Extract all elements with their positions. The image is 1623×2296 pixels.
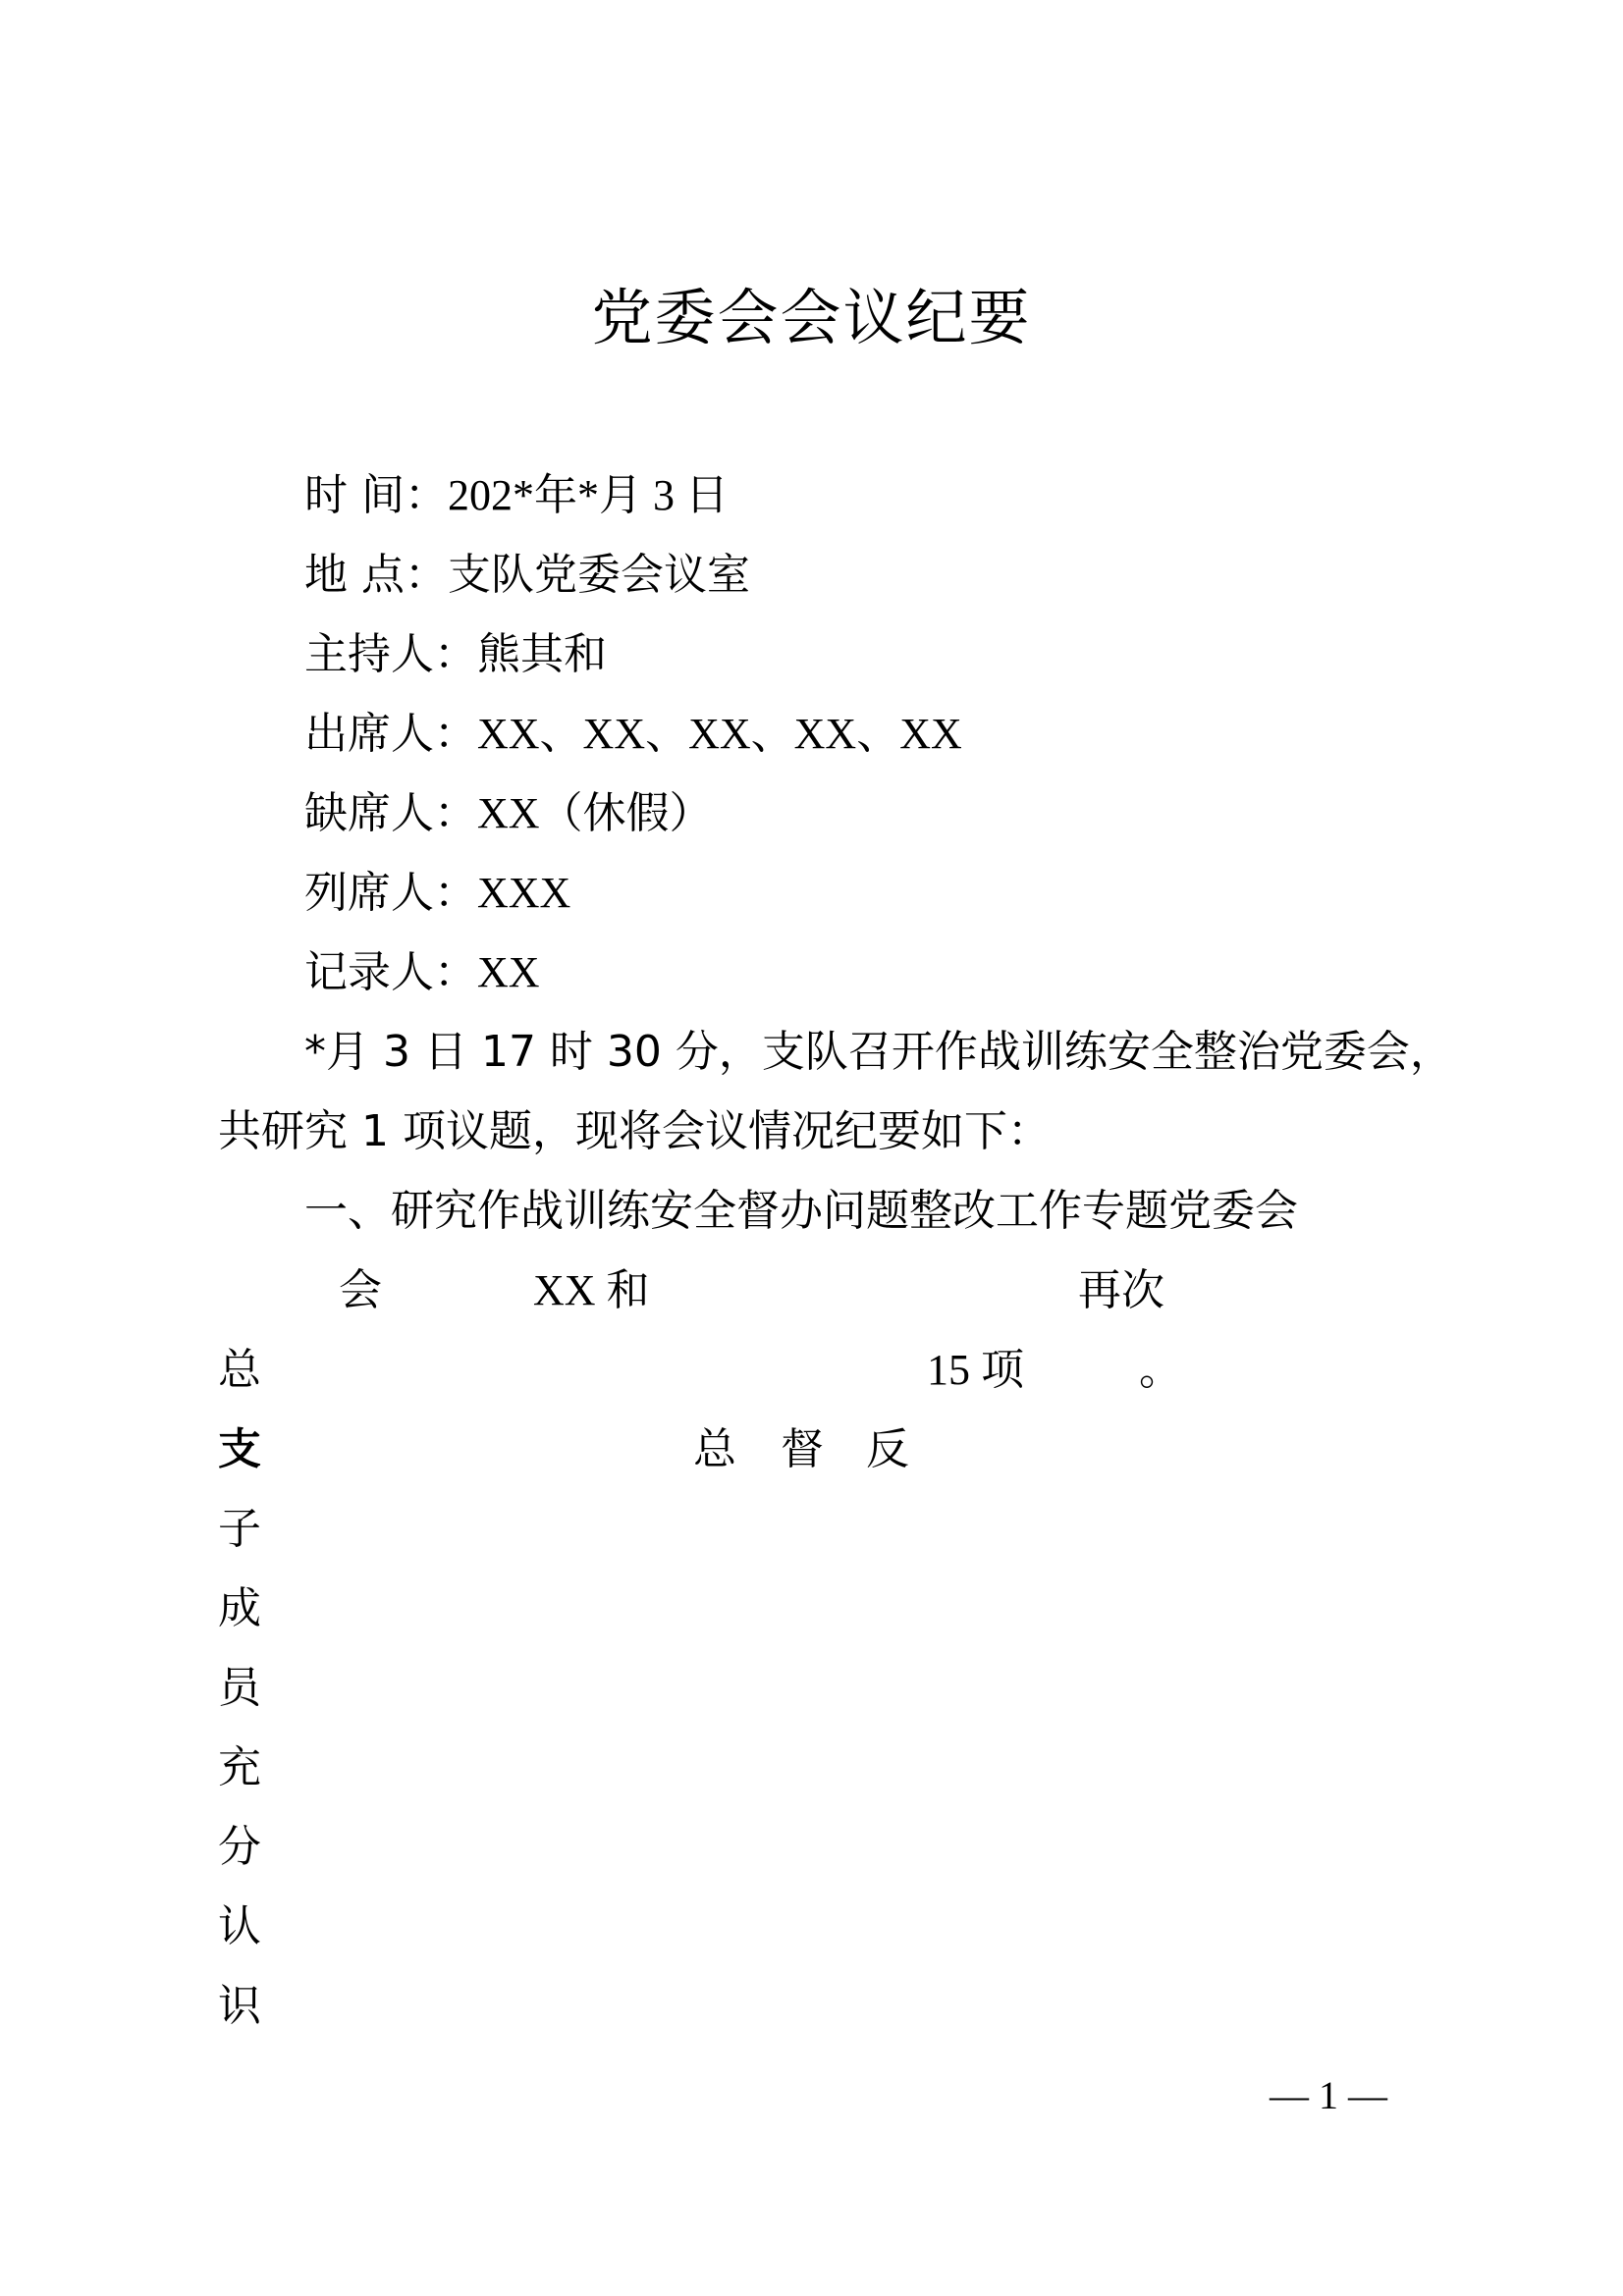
vertical-char: 识 (218, 1981, 261, 2031)
intro-line-2: 共研究 1 项议题，现将会议情况纪要如下： (218, 1106, 1051, 1156)
vertical-char: 充 (218, 1742, 261, 1792)
page-title: 党委会会议纪要 (591, 282, 1032, 353)
fragment-row3-d: 反 (866, 1424, 909, 1474)
vertical-char: 员 (218, 1663, 261, 1713)
meta-recorder (304, 945, 540, 1000)
meta-observers-label: 列席人： (304, 868, 477, 918)
page-number: — 1 — (1270, 2073, 1387, 2117)
section-1-heading: 一、研究作战训练安全督办问题整改工作专题党委会 (304, 1186, 1298, 1236)
meta-observers-value: XXX (477, 869, 571, 917)
fragment-row3-b: 总 (693, 1424, 736, 1474)
fragment-row1-b: XX 和 (533, 1266, 650, 1314)
meta-absent (304, 786, 713, 841)
meta-time-value: 202*年*月 3 日 (448, 471, 729, 519)
meta-observers (304, 866, 570, 921)
meta-host-label: 主持人： (304, 629, 477, 679)
meta-attendees (304, 707, 962, 762)
meta-attendees-value: XX、XX、XX、XX、XX (477, 710, 962, 758)
meta-time (304, 468, 729, 523)
meta-place-label: 地 点： (304, 550, 448, 600)
meta-time-label: 时 间： (304, 470, 448, 520)
meta-absent-value: XX（休假） (477, 789, 713, 837)
meta-recorder-value: XX (477, 948, 540, 996)
fragment-row2-c: 。 (1139, 1345, 1182, 1395)
fragment-row3-c: 督 (781, 1424, 824, 1474)
meta-host (304, 627, 607, 682)
intro-line-1: *月 3 日 17 时 30 分，支队召开作战训练安全整治党委会， (304, 1027, 1453, 1077)
vertical-char: 子 (218, 1504, 261, 1554)
fragment-row2-b: 15 项 (927, 1346, 1024, 1394)
vertical-char: 成 (218, 1583, 261, 1633)
meta-recorder-label: 记录人： (304, 947, 477, 997)
meta-place-value: 支队党委会议室 (448, 550, 750, 600)
vertical-char: 分 (218, 1822, 261, 1872)
meta-attendees-label: 出席人： (304, 709, 477, 759)
fragment-row1-c: 再次 (1078, 1265, 1164, 1315)
fragment-row3-a: 支 (218, 1424, 261, 1474)
fragment-row1-a: 会 (339, 1265, 382, 1315)
meta-host-value: 熊其和 (477, 629, 607, 679)
fragment-row2-a: 总 (218, 1345, 261, 1395)
meta-place (304, 548, 750, 603)
vertical-char: 认 (218, 1901, 261, 1951)
meta-absent-label: 缺席人： (304, 788, 477, 838)
